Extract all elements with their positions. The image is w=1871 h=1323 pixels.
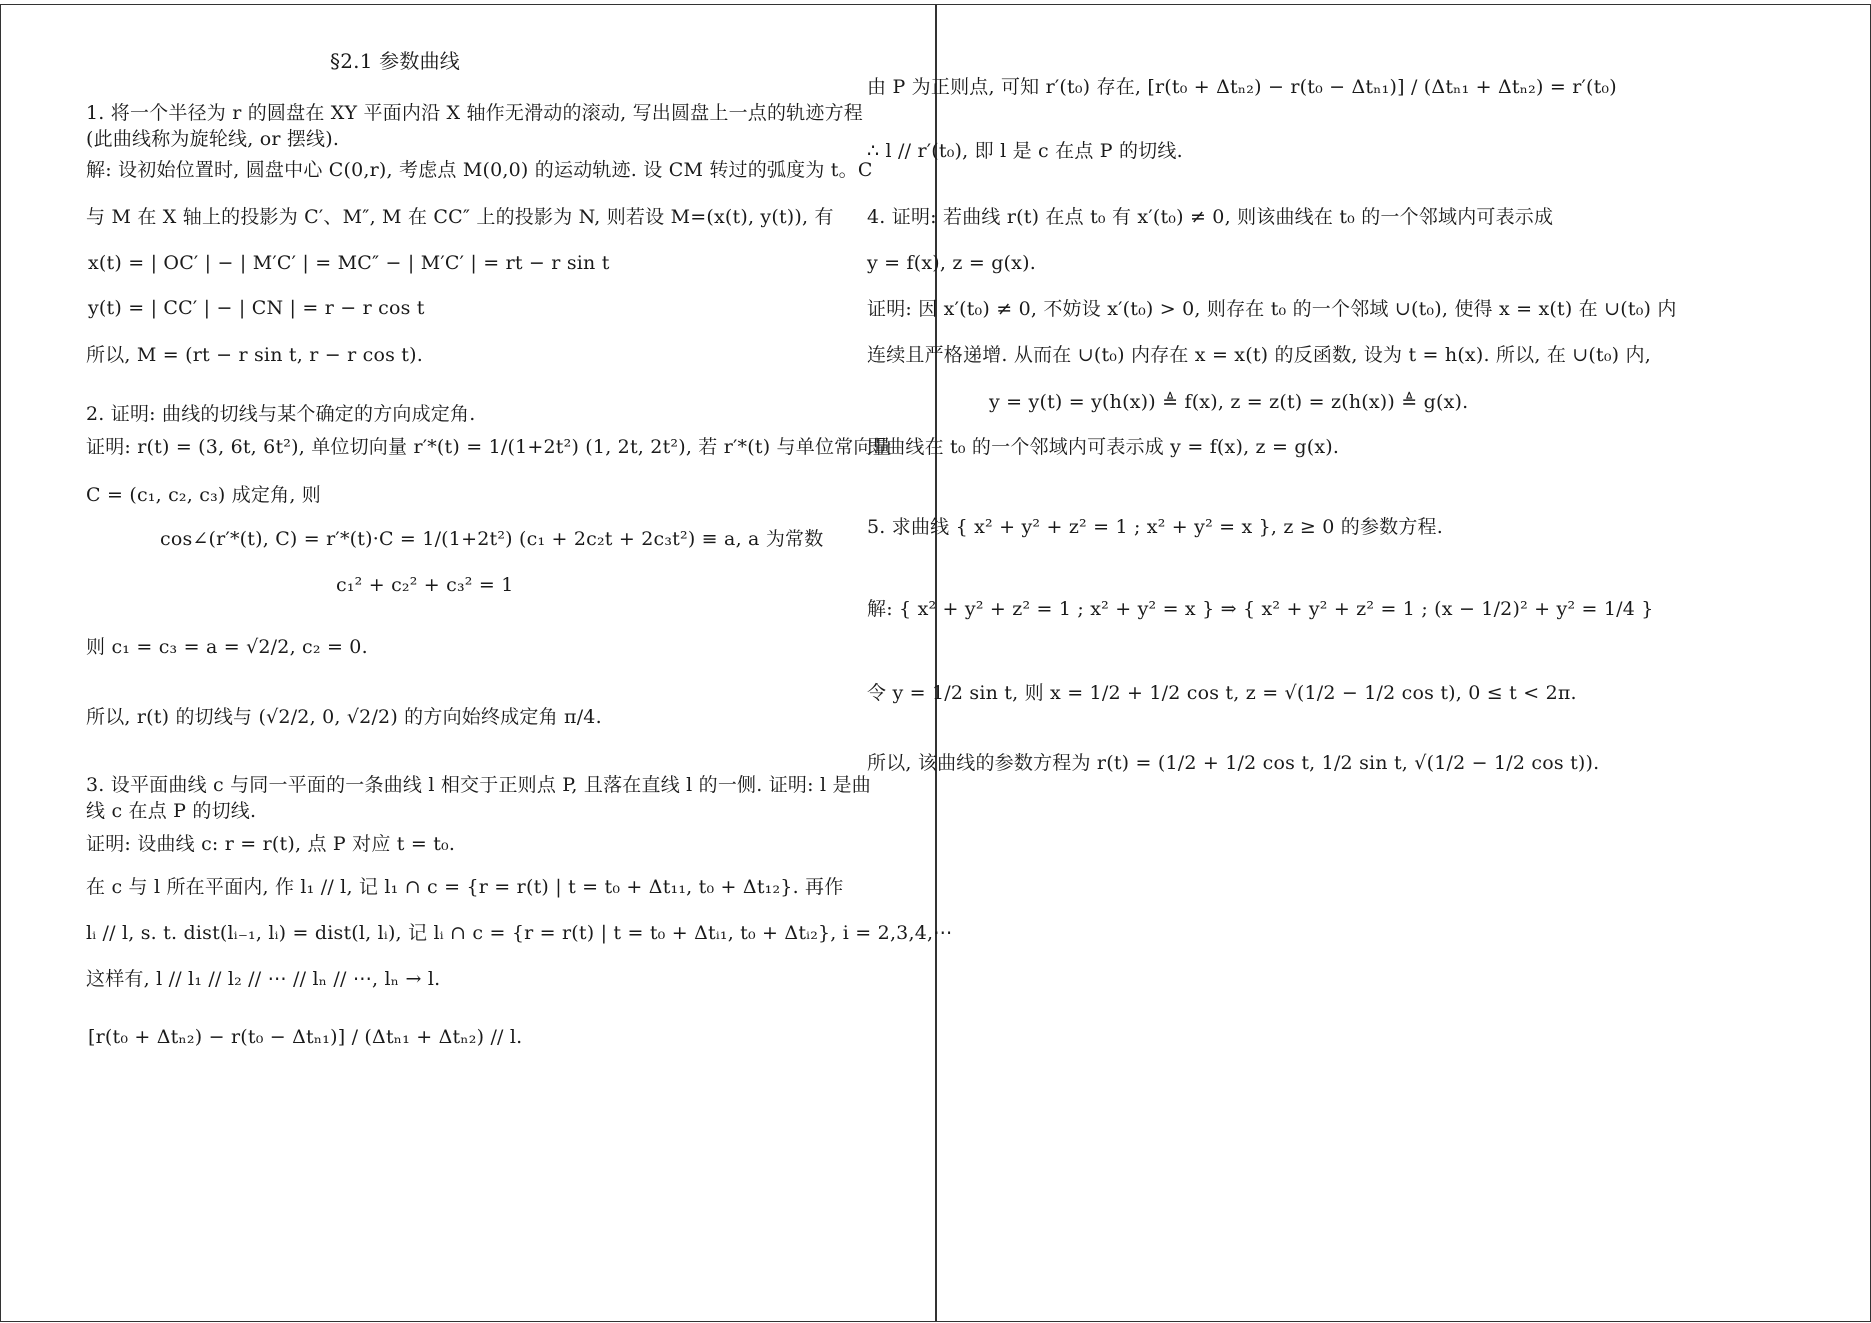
solution-5-result: 所以, 该曲线的参数方程为 r(t) = (1/2 + 1/2 cos t, 1/2 sin t, √(1/2 − 1/2 cos t)). bbox=[867, 752, 1600, 774]
solution-1-line-2: 与 M 在 X 轴上的投影为 C′、M″, M 在 CC″ 上的投影为 N, 则若设 M=(x(t), y(t)), 有 bbox=[86, 206, 834, 228]
formula-cos-angle: cos∠(r′*(t), C) = r′*(t)·C = 1/(1+2t²) (c₁ + 2c₂t + 2c₃t²) ≡ a, a 为常数 bbox=[160, 528, 824, 550]
proof-3-line-2: 在 c 与 l 所在平面内, 作 l₁ // l, 记 l₁ ∩ c = {r = r(t) | t = t₀ + Δt₁₁, t₀ + Δt₁₂}. 再作 bbox=[86, 876, 844, 898]
formula-y-t: y(t) = | CC′ | − | CN | = r − r cos t bbox=[88, 297, 425, 319]
proof-3-tangent-conclusion: ∴ l // r′(t₀), 即 l 是 c 在点 P 的切线. bbox=[867, 140, 1183, 162]
proof-3-line-3: lᵢ // l, s. t. dist(lᵢ₋₁, lᵢ) = dist(l, lᵢ), 记 lᵢ ∩ c = {r = r(t) | t = t₀ + Δtᵢ₁, t₀ + Δtᵢ₂}, i = 2,3,4,⋯ bbox=[86, 922, 953, 944]
proof-3-continued: 由 P 为正则点, 可知 r′(t₀) 存在, [r(t₀ + Δtₙ₂) − r(t₀ − Δtₙ₁)] / (Δtₙ₁ + Δtₙ₂) = r′(t₀) bbox=[867, 76, 1617, 98]
proof-4-line-1: 证明: 因 x′(t₀) ≠ 0, 不妨设 x′(t₀) > 0, 则存在 t₀ 的一个邻域 ∪(t₀), 使得 x = x(t) 在 ∪(t₀) 内 bbox=[867, 298, 1677, 320]
solution-5-system: 解: { x² + y² + z² = 1 ; x² + y² = x } ⇒ { x² + y² + z² = 1 ; (x − 1/2)² + y² = 1/4 } bbox=[867, 598, 1654, 620]
solution-5-substitution: 令 y = 1/2 sin t, 则 x = 1/2 + 1/2 cos t, z = √(1/2 − 1/2 cos t), 0 ≤ t < 2π. bbox=[867, 682, 1577, 704]
proof-4-conclusion: 即曲线在 t₀ 的一个邻域内可表示成 y = f(x), z = g(x). bbox=[867, 436, 1340, 458]
proof-3-line-1: 证明: 设曲线 c: r = r(t), 点 P 对应 t = t₀. bbox=[86, 833, 456, 855]
proof-3-difference-quotient: [r(t₀ + Δtₙ₂) − r(t₀ − Δtₙ₁)] / (Δtₙ₁ + Δtₙ₂) // l. bbox=[88, 1026, 523, 1048]
solution-1-result: 所以, M = (rt − r sin t, r − r cos t). bbox=[86, 344, 423, 366]
problem-5-statement: 5. 求曲线 { x² + y² + z² = 1 ; x² + y² = x }, z ≥ 0 的参数方程. bbox=[867, 516, 1443, 538]
formula-x-t: x(t) = | OC′ | − | M′C′ | = MC″ − | M′C′ | = rt − r sin t bbox=[88, 252, 610, 274]
problem-1-line-1: 1. 将一个半径为 r 的圆盘在 XY 平面内沿 X 轴作无滑动的滚动, 写出圆盘上一点的轨迹方程 bbox=[86, 102, 863, 124]
problem-1-line-2: (此曲线称为旋轮线, or 摆线). bbox=[86, 128, 340, 150]
problem-4-line-1: 4. 证明: 若曲线 r(t) 在点 t₀ 有 x′(t₀) ≠ 0, 则该曲线在 t₀ 的一个邻域内可表示成 bbox=[867, 206, 1554, 228]
proof-2-line-2: C = (c₁, c₂, c₃) 成定角, 则 bbox=[86, 484, 322, 506]
proof-2-conclusion: 所以, r(t) 的切线与 (√2/2, 0, √2/2) 的方向始终成定角 π/4. bbox=[86, 706, 602, 728]
proof-2-values: 则 c₁ = c₃ = a = √2/2, c₂ = 0. bbox=[86, 636, 368, 658]
proof-2-line-1: 证明: r(t) = (3, 6t, 6t²), 单位切向量 r′*(t) = 1/(1+2t²) (1, 2t, 2t²), 若 r′*(t) 与单位常向量 bbox=[86, 436, 892, 458]
section-title: §2.1 参数曲线 bbox=[330, 49, 460, 73]
formula-unit-constraint: c₁² + c₂² + c₃² = 1 bbox=[336, 574, 514, 596]
problem-4-line-2: y = f(x), z = g(x). bbox=[867, 252, 1036, 274]
solution-1-line-1: 解: 设初始位置时, 圆盘中心 C(0,r), 考虑点 M(0,0) 的运动轨迹. 设 CM 转过的弧度为 t。C bbox=[86, 159, 873, 181]
problem-3-line-1: 3. 设平面曲线 c 与同一平面的一条曲线 l 相交于正则点 P, 且落在直线 l 的一侧. 证明: l 是曲 bbox=[86, 774, 871, 796]
proof-3-line-4: 这样有, l // l₁ // l₂ // ⋯ // lₙ // ⋯, lₙ → l. bbox=[86, 968, 441, 990]
problem-3-line-2: 线 c 在点 P 的切线. bbox=[86, 800, 257, 822]
problem-2-statement: 2. 证明: 曲线的切线与某个确定的方向成定角. bbox=[86, 403, 476, 425]
proof-4-inverse-formula: y = y(t) = y(h(x)) ≜ f(x), z = z(t) = z(h(x)) ≜ g(x). bbox=[989, 391, 1469, 413]
proof-4-line-2: 连续且严格递增. 从而在 ∪(t₀) 内存在 x = x(t) 的反函数, 设为 t = h(x). 所以, 在 ∪(t₀) 内, bbox=[867, 344, 1651, 366]
right-page bbox=[867, 4, 1869, 1320]
